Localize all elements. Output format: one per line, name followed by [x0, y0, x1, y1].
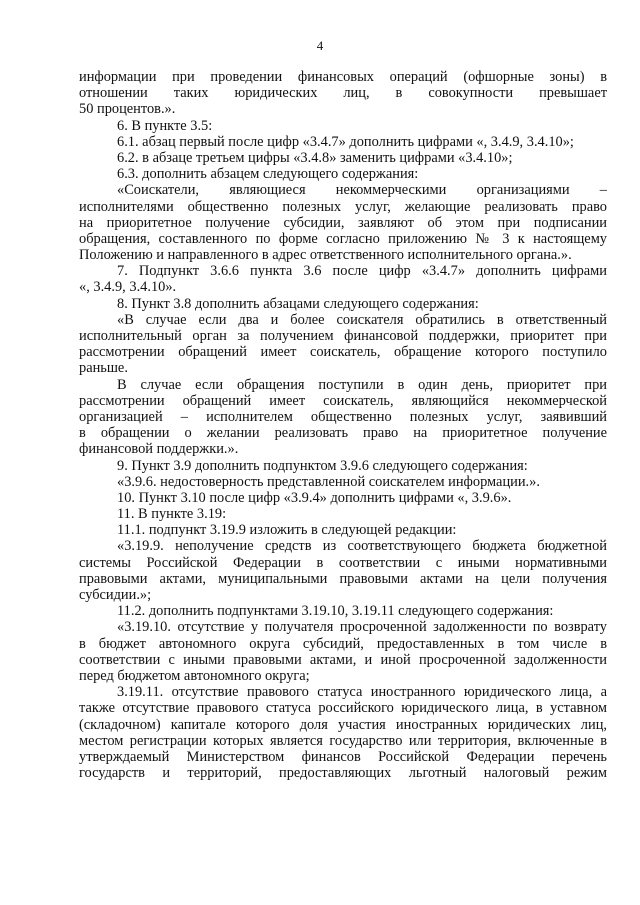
text-line: на приоритетное получение субсидии, заявляют об этом при подписании	[79, 214, 607, 231]
text-line: рассмотрении обращений имеет соискатель, обращение которого поступило	[79, 344, 607, 361]
text-line: государств и территорий, предоставляющих льготный налоговый режим	[79, 765, 607, 782]
document-body	[79, 69, 607, 781]
text-line: организацией – исполнителем общественно полезных услуг, заявивший	[79, 408, 607, 425]
text-line: 8. Пункт 3.8 дополнить абзацами следующего содержания:	[117, 295, 479, 312]
text-line: 6.1. абзац первый после цифр «3.4.7» дополнить цифрами «, 3.4.9, 3.4.10»;	[117, 133, 574, 150]
text-line: «В случае если два и более соискателя обратились в ответственный	[117, 311, 607, 328]
text-line: перед бюджетом автономного округа;	[79, 667, 310, 684]
text-line: 11. В пункте 3.19:	[117, 506, 227, 523]
text-line: 11.1. подпункт 3.19.9 изложить в следующей редакции:	[117, 522, 457, 539]
text-line: 6. В пункте 3.5:	[117, 117, 213, 134]
text-line: исполнительный орган за получением финансовой поддержки, приоритет при	[79, 328, 607, 344]
text-line: «3.9.6. недостоверность представленной соискателем информации.».	[117, 473, 540, 490]
text-line: утверждаемый Министерством финансов Российской Федерации перечень	[79, 748, 607, 765]
text-line: Положению и направленного в адрес ответственного исполнительного органа.».	[79, 247, 572, 264]
text-line: в обращении о желании реализовать право на приоритетное получение	[79, 425, 607, 442]
text-line: «Соискатели, являющиеся некоммерческими организациями –	[117, 182, 607, 199]
text-line: «3.19.9. неполучение средств из соответствующего бюджета бюджетной	[117, 538, 607, 555]
text-line: исполнителями общественно полезных услуг, желающие реализовать право	[79, 198, 607, 215]
text-line: раньше.	[79, 360, 128, 377]
text-line: 7. Подпункт 3.6.6 пункта 3.6 после цифр «3.4.7» дополнить цифрами	[117, 263, 607, 280]
text-line: обращения, составленного по форме согласно приложению № 3 к настоящему	[79, 230, 607, 247]
text-line: «, 3.4.9, 3.4.10».	[79, 279, 177, 296]
text-line: 50 процентов.».	[79, 101, 176, 118]
text-line: также отсутствие правового статуса российского юридического лица, в уставном	[79, 700, 607, 717]
text-line: в бюджет автономного округа субсидий, предоставленных в том числе в	[79, 635, 607, 652]
page-number: 4	[316, 38, 324, 53]
text-line: 3.19.11. отсутствие правового статуса иностранного юридического лица, а	[117, 684, 607, 701]
text-line: отношении таких юридических лиц, в совокупности превышает	[79, 85, 607, 102]
text-line: 6.3. дополнить абзацем следующего содержания:	[117, 166, 419, 183]
text-line: 9. Пункт 3.9 дополнить подпунктом 3.9.6 следующего содержания:	[117, 457, 528, 474]
text-line: субсидии.»;	[79, 587, 152, 603]
text-line: 6.2. в абзаце третьем цифры «3.4.8» заменить цифрами «3.4.10»;	[117, 149, 513, 166]
text-line: 10. Пункт 3.10 после цифр «3.9.4» дополнить цифрами «, 3.9.6».	[117, 489, 512, 506]
text-line: рассмотрении обращений имеет соискатель, являющийся некоммерческой	[79, 392, 607, 409]
text-line: 11.2. дополнить подпунктами 3.19.10, 3.19.11 следующего содержания:	[117, 603, 554, 620]
text-line: системы Российской Федерации в соответствии с иными нормативными	[79, 554, 607, 571]
text-line: местом регистрации которых является государство или территория, включенные в	[79, 732, 607, 749]
text-line: финансовой поддержки.».	[79, 441, 239, 458]
text-line: информации при проведении финансовых операций (офшорные зоны) в	[79, 69, 607, 85]
text-line: «3.19.10. отсутствие у получателя просроченной задолженности по возврату	[117, 619, 607, 636]
text-line: В случае если обращения поступили в один день, приоритет при	[117, 376, 607, 393]
text-line: (складочном) капитале которого доля участия иностранных юридических лиц,	[79, 716, 607, 733]
text-line: соответствии с иными правовыми актами, и иной просроченной задолженности	[79, 651, 607, 668]
text-line: правовыми актами, муниципальными правовыми актами на цели получения	[79, 570, 607, 587]
